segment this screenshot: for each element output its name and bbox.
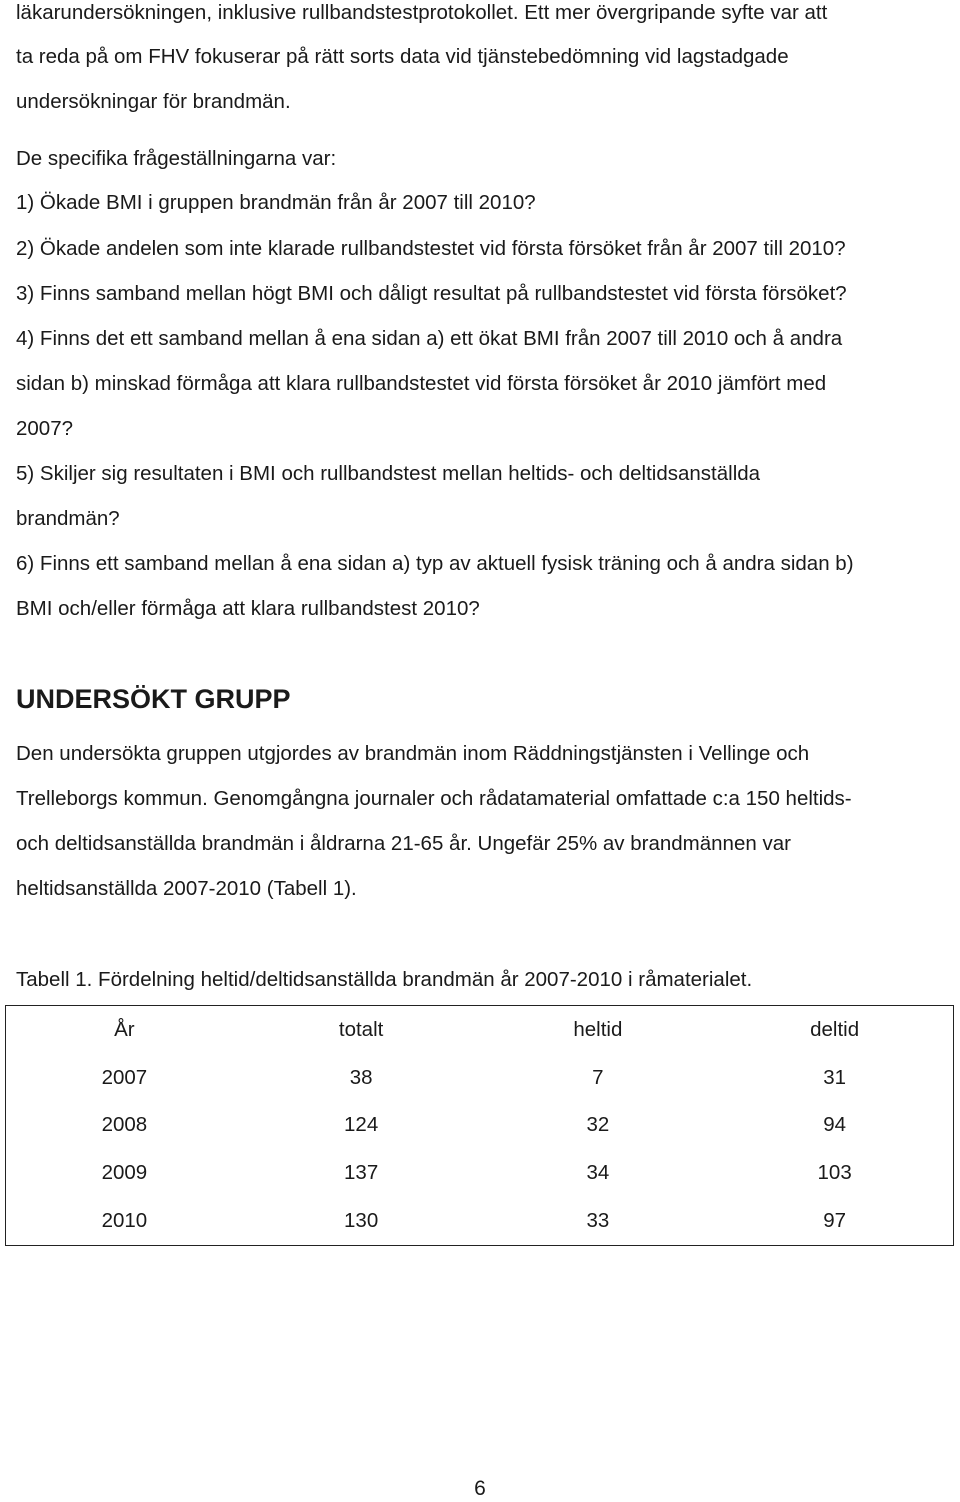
table-header-cell: totalt xyxy=(338,1017,384,1041)
table-row xyxy=(6,1054,953,1102)
table-header-cell: deltid xyxy=(810,1017,860,1041)
intro-line: läkarundersökningen, inklusive rullbandstestprotokollet. Ett mer övergripande syfte var att xyxy=(16,1,828,24)
question-4-line: 4) Finns det ett samband mellan å ena sidan a) ett ökat BMI från 2007 till 2010 och å andra xyxy=(16,327,843,350)
table-cell: 2008 xyxy=(101,1113,148,1137)
table-cell: 124 xyxy=(344,1113,379,1137)
table-cell: 2009 xyxy=(101,1161,148,1185)
table-cell: 7 xyxy=(592,1065,604,1089)
table-caption: Tabell 1. Fördelning heltid/deltidsanställda brandmän år 2007-2010 i råmaterialet. xyxy=(16,968,753,991)
question-5-line: 5) Skiljer sig resultaten i BMI och rullbandstest mellan heltids- och deltidsanställda xyxy=(16,462,761,485)
table-header-cell: År xyxy=(114,1017,135,1041)
table-cell: 137 xyxy=(344,1161,379,1185)
table-cell: 33 xyxy=(586,1209,610,1233)
questions-intro: De specifika frågeställningarna var: xyxy=(16,147,337,170)
question-6-line: BMI och/eller förmåga att klara rullbandstest 2010? xyxy=(16,597,480,620)
table-header-row xyxy=(6,1006,953,1054)
table-cell: 2007 xyxy=(101,1065,148,1089)
table-cell: 94 xyxy=(823,1113,847,1137)
question-4-line: 2007? xyxy=(16,417,74,440)
table-cell: 38 xyxy=(349,1065,373,1089)
table-cell: 97 xyxy=(823,1209,847,1233)
table-cell: 34 xyxy=(586,1161,610,1185)
question-1: 1) Ökade BMI i gruppen brandmän från år 2007 till 2010? xyxy=(16,191,536,214)
intro-line: undersökningar för brandmän. xyxy=(16,90,291,113)
data-table xyxy=(5,1005,954,1246)
section-line: heltidsanställda 2007-2010 (Tabell 1). xyxy=(16,877,357,900)
table-cell: 130 xyxy=(344,1209,379,1233)
table-row xyxy=(6,1197,953,1245)
table-row xyxy=(6,1149,953,1197)
section-line: Den undersökta gruppen utgjordes av brandmän inom Räddningstjänsten i Vellinge och xyxy=(16,742,810,765)
intro-line: ta reda på om FHV fokuserar på rätt sorts data vid tjänstebedömning vid lagstadgade xyxy=(16,45,789,68)
table-cell: 103 xyxy=(817,1161,852,1185)
table-cell: 31 xyxy=(823,1065,847,1089)
question-4-line: sidan b) minskad förmåga att klara rullbandstestet vid första försöket år 2010 jämfört med xyxy=(16,372,827,395)
section-heading: UNDERSÖKT GRUPP xyxy=(16,684,291,714)
table-header-cell: heltid xyxy=(573,1017,623,1041)
section-line: Trelleborgs kommun. Genomgångna journaler och rådatamaterial omfattade c:a 150 heltids- xyxy=(16,787,852,810)
question-2: 2) Ökade andelen som inte klarade rullbandstestet vid första försöket från år 2007 till 2010? xyxy=(16,237,846,260)
question-5-line: brandmän? xyxy=(16,507,120,530)
section-line: och deltidsanställda brandmän i åldrarna 21-65 år. Ungefär 25% av brandmännen var xyxy=(16,832,791,855)
table-cell: 2010 xyxy=(101,1209,148,1233)
table-row xyxy=(6,1102,953,1150)
table-cell: 32 xyxy=(586,1113,610,1137)
question-6-line: 6) Finns ett samband mellan å ena sidan a) typ av aktuell fysisk träning och å andra sidan b) xyxy=(16,552,854,575)
page-number: 6 xyxy=(474,1477,486,1500)
question-3: 3) Finns samband mellan högt BMI och dåligt resultat på rullbandstestet vid första försöket? xyxy=(16,282,847,305)
